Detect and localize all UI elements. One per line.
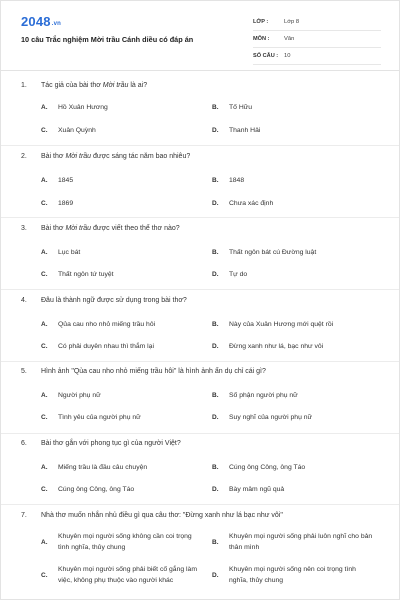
question-text-italic: Mời trầu — [65, 153, 92, 160]
option-letter: D. — [212, 271, 219, 278]
header-divider — [1, 70, 400, 71]
option-letter: B. — [212, 538, 219, 546]
option-text: Số phận người phụ nữ — [229, 392, 298, 399]
option-a[interactable] — [41, 175, 73, 186]
meta-value: 10 — [284, 53, 291, 59]
option-letter: A. — [41, 104, 48, 111]
option-letter: B. — [212, 321, 219, 328]
option-text: 1869 — [58, 200, 74, 207]
option-letter: A. — [41, 538, 48, 546]
option-letter: B. — [212, 104, 219, 111]
option-letter: C. — [41, 486, 48, 493]
option-letter: B. — [212, 249, 219, 256]
option-letter: B. — [212, 177, 219, 184]
option-a[interactable] — [41, 462, 147, 473]
option-letter: B. — [212, 392, 219, 399]
option-b[interactable] — [212, 531, 375, 553]
question-number: 3. — [21, 225, 27, 232]
option-letter: C. — [41, 414, 48, 421]
option-text: Qủa cau nho nhỏ miếng trầu hôi — [58, 321, 156, 328]
question-text — [41, 225, 386, 232]
option-b[interactable] — [212, 390, 298, 401]
option-text: Cúng ông Công, ông Táo — [58, 486, 135, 493]
option-text: Suy nghĩ của người phụ nữ — [229, 414, 313, 421]
option-c[interactable] — [41, 125, 96, 136]
option-text: Người phụ nữ — [58, 392, 101, 399]
option-text: Lục bát — [58, 249, 81, 256]
question-divider — [1, 289, 400, 290]
option-d[interactable] — [212, 198, 273, 209]
option-d[interactable] — [212, 125, 260, 136]
option-b[interactable] — [212, 102, 252, 113]
option-text: 1848 — [229, 177, 245, 184]
option-c[interactable] — [41, 484, 134, 495]
option-b[interactable] — [212, 175, 244, 186]
option-b[interactable] — [212, 319, 333, 330]
option-letter: C. — [41, 200, 48, 207]
question-text-part: được sáng tác năm bao nhiêu? — [91, 153, 191, 160]
option-c[interactable] — [41, 198, 73, 209]
meta-label: LỚP : — [253, 19, 269, 25]
option-letter: D. — [212, 486, 219, 493]
option-text: Đừng xanh như lá, bạc như vôi — [229, 343, 324, 350]
option-text: Thất ngôn bát cú Đường luật — [229, 249, 317, 256]
option-a[interactable] — [41, 102, 108, 113]
option-text: Hồ Xuân Hương — [58, 104, 108, 111]
option-c[interactable] — [41, 564, 204, 586]
option-letter: C. — [41, 343, 48, 350]
option-text: Tình yêu của người phụ nữ — [58, 414, 141, 421]
question-number: 6. — [21, 440, 27, 447]
question-divider — [1, 217, 400, 218]
option-text: Thất ngôn tứ tuyệt — [58, 271, 114, 278]
option-c[interactable] — [41, 341, 154, 352]
option-b[interactable] — [212, 247, 316, 258]
option-text: Tự do — [229, 271, 248, 278]
question-text-part: được viết theo thể thơ nào? — [91, 225, 180, 232]
option-d[interactable] — [212, 341, 323, 352]
site-logo[interactable] — [21, 14, 61, 29]
option-letter: D. — [212, 414, 219, 421]
option-letter: B. — [212, 464, 219, 471]
option-a[interactable] — [41, 247, 80, 258]
option-d[interactable] — [212, 269, 247, 280]
option-letter: C. — [41, 571, 48, 579]
option-c[interactable] — [41, 412, 141, 423]
worksheet-header — [1, 1, 400, 71]
option-text: Khuyên mọi người sống nên coi trọng tình nghĩa, thủy chung — [229, 566, 356, 584]
option-b[interactable] — [212, 462, 305, 473]
meta-label: MÔN : — [253, 36, 270, 42]
question-text: Đâu là thành ngữ được sử dụng trong bài thơ? — [41, 297, 187, 304]
question-number: 4. — [21, 297, 27, 304]
option-a[interactable] — [41, 390, 101, 401]
option-text: Khuyên mọi người sống không cần coi trọng tình nghĩa, thủy chung — [58, 533, 192, 551]
option-text: 1845 — [58, 177, 74, 184]
option-letter: A. — [41, 249, 48, 256]
question-text-part: Bài thơ — [41, 153, 66, 160]
option-letter: C. — [41, 271, 48, 278]
question-divider — [1, 145, 400, 146]
question-text — [41, 153, 386, 160]
option-text: Này của Xuân Hương mới quệt rồi — [229, 321, 334, 328]
document-title: 10 câu Trắc nghiệm Mời trầu Cánh diều có đáp án — [21, 35, 194, 44]
question-text-part: Bài thơ — [41, 225, 66, 232]
option-letter: D. — [212, 200, 219, 207]
question-text: Bài thơ gắn với phong tục gì của người Việt? — [41, 440, 181, 447]
option-text: Khuyên mọi người sống phải luôn nghĩ cho bản thân mình — [229, 533, 373, 551]
option-text: Tố Hữu — [229, 104, 253, 111]
question-number: 2. — [21, 153, 27, 160]
option-letter: A. — [41, 392, 48, 399]
option-letter: A. — [41, 177, 48, 184]
meta-value: Văn — [284, 36, 295, 42]
question-text — [41, 82, 386, 89]
option-text: Có phải duyên nhau thì thắm lại — [58, 343, 154, 350]
option-text: Bày mâm ngũ quả — [229, 486, 285, 493]
meta-value: Lớp 8 — [284, 19, 300, 25]
question-text-part: là ai? — [128, 82, 148, 89]
question-text: Nhà thơ muốn nhắn nhủ điều gì qua câu thơ: "Đừng xanh như lá bạc như vôi" — [41, 512, 283, 519]
option-text: Khuyên mọi người sống phải biết cố gắng làm việc, không phụ thuộc vào người khác — [58, 566, 197, 584]
option-text: Miếng trầu là đầu câu chuyện — [58, 464, 148, 471]
option-text: Thanh Hải — [229, 127, 261, 134]
option-d[interactable] — [212, 412, 312, 423]
option-letter: D. — [212, 343, 219, 350]
option-text: Cúng ông Công, ông Táo — [229, 464, 306, 471]
question-number: 5. — [21, 368, 27, 375]
option-letter: A. — [41, 321, 48, 328]
question-text-italic: Mời trầu — [102, 82, 129, 89]
option-c[interactable] — [41, 269, 114, 280]
meta-row-question-count — [253, 48, 381, 65]
option-a[interactable] — [41, 319, 155, 330]
question-divider — [1, 433, 400, 434]
meta-row-grade — [253, 14, 381, 31]
meta-row-subject — [253, 31, 381, 48]
option-text: Chưa xác định — [229, 200, 274, 207]
option-letter: D. — [212, 571, 219, 579]
question-divider — [1, 361, 400, 362]
logo-name: 2048 — [21, 14, 51, 29]
option-letter: A. — [41, 464, 48, 471]
question-text-italic: Mời trầu — [65, 225, 92, 232]
question-divider — [1, 504, 400, 505]
option-d[interactable] — [212, 564, 375, 586]
question-number: 7. — [21, 512, 27, 519]
option-d[interactable] — [212, 484, 284, 495]
question-number: 1. — [21, 82, 27, 89]
question-text-part: Tác giả của bài thơ — [41, 82, 103, 89]
option-a[interactable] — [41, 531, 204, 553]
logo-tld: .vn — [51, 21, 62, 27]
option-letter: C. — [41, 127, 48, 134]
meta-info-table — [253, 14, 381, 65]
option-text: Xuân Quỳnh — [58, 127, 96, 134]
meta-label: SỐ CÂU : — [253, 53, 279, 59]
option-letter: D. — [212, 127, 219, 134]
question-text: Hình ảnh "Qủa cau nho nhỏ miếng trầu hôi" là hình ảnh ẩn dụ chỉ cái gì? — [41, 368, 266, 375]
